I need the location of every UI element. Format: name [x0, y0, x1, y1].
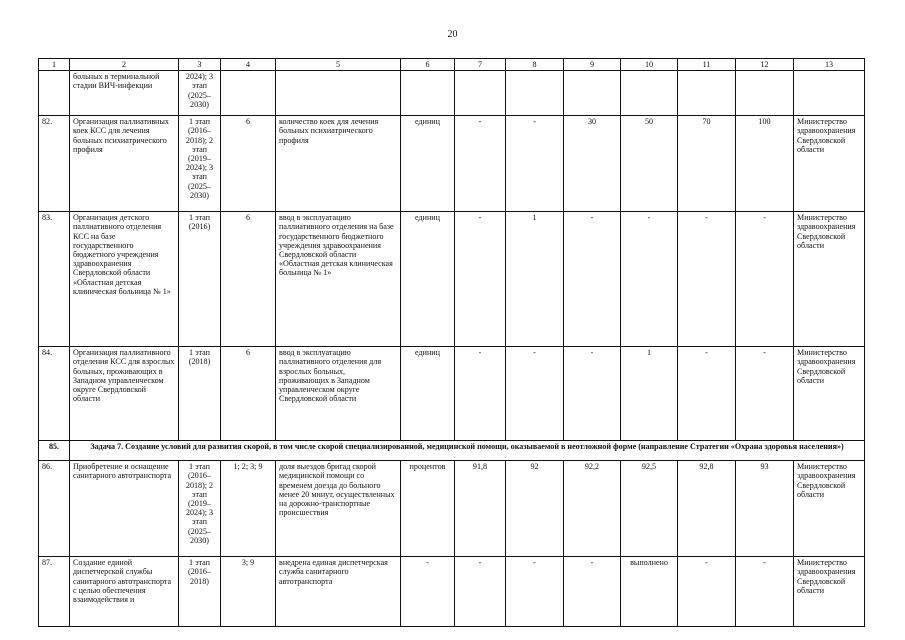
- cell-value: 92,2: [564, 461, 621, 557]
- cell-stage: 1 этап (2018): [179, 347, 221, 441]
- cell-name: Организация детского паллиативного отделения КСС на базе государственного бюджетного учреждения здравоохранения Свердловской области «Областная детская клиническая больница № 1»: [70, 212, 179, 347]
- cell-value: 70: [678, 116, 736, 212]
- cell-executor: Министерство здравоохранения Свердловской области: [794, 212, 865, 347]
- cell-value: -: [564, 212, 621, 347]
- col-header: 4: [221, 59, 276, 71]
- cell-name: Организация паллиативных коек КСС для лечения больных психиатрического профиля: [70, 116, 179, 212]
- cell-value: 1: [621, 347, 678, 441]
- cell-value: 100: [736, 116, 794, 212]
- cell-stage: 1 этап (2016–2018): [179, 557, 221, 627]
- col-header: 11: [678, 59, 736, 71]
- col-header: 12: [736, 59, 794, 71]
- cell-goals: 6: [221, 212, 276, 347]
- cell-unit: единиц: [401, 212, 455, 347]
- cell-goals: 1; 2; 3; 9: [221, 461, 276, 557]
- cell-name: Организация паллиативного отделения КСС для взрослых больных, проживающих в Западном управленческом округе Свердловской области: [70, 347, 179, 441]
- cell-indicator: доля выездов бригад скорой медицинской помощи со временем доезда до больного менее 20 минут, осуществленных на дорожно-транспортные происшествия: [276, 461, 401, 557]
- col-header: 6: [401, 59, 455, 71]
- cell-value: 92: [506, 461, 564, 557]
- cell-value: 50: [621, 116, 678, 212]
- cell-executor: Министерство здравоохранения Свердловской области: [794, 557, 865, 627]
- cell-indicator: ввод в эксплуатацию паллиативного отделения на базе государственного бюджетного учреждения здравоохранения Свердловской области «Областная детская клиническая больница № 1»: [276, 212, 401, 347]
- cell-value: -: [678, 212, 736, 347]
- cell-num: 84.: [39, 347, 70, 441]
- col-header: 9: [564, 59, 621, 71]
- cell-num: 82.: [39, 116, 70, 212]
- col-header: 10: [621, 59, 678, 71]
- cell-num: 83.: [39, 212, 70, 347]
- cell-value: -: [736, 212, 794, 347]
- cell-unit: единиц: [401, 116, 455, 212]
- cell-executor: Министерство здравоохранения Свердловской области: [794, 347, 865, 441]
- cell-value: 91,8: [455, 461, 506, 557]
- table-row: [39, 116, 865, 212]
- cell-value: -: [736, 347, 794, 441]
- table-row: [39, 212, 865, 347]
- cell-name: Приобретение и оснащение санитарного автотранспорта: [70, 461, 179, 557]
- cell-stage: 2024); 3 этап (2025–2030): [179, 71, 221, 116]
- cell-value: 92,8: [678, 461, 736, 557]
- cell-executor: Министерство здравоохранения Свердловской области: [794, 116, 865, 212]
- cell-stage: 1 этап (2016–2018); 2 этап (2019–2024); 3 этап (2025–2030): [179, 461, 221, 557]
- cell-indicator: ввод в эксплуатацию паллиативного отделения для взрослых больных, проживающих в Западном управленческом округе Свердловской области: [276, 347, 401, 441]
- page-number: 20: [447, 29, 458, 40]
- task-row: [39, 441, 865, 461]
- cell-num: 86.: [39, 461, 70, 557]
- cell-num: 85.: [39, 441, 70, 461]
- cell-unit: единиц: [401, 347, 455, 441]
- col-header: 7: [455, 59, 506, 71]
- col-header: 13: [794, 59, 865, 71]
- cell-value: 92,5: [621, 461, 678, 557]
- cell-value: -: [564, 557, 621, 627]
- table-row: [39, 461, 865, 557]
- col-header: 3: [179, 59, 221, 71]
- table-row: [39, 557, 865, 627]
- table-row: [39, 347, 865, 441]
- cell-goals: 6: [221, 347, 276, 441]
- cell-goals: 3; 9: [221, 557, 276, 627]
- cell-value: 1: [506, 212, 564, 347]
- col-header: 5: [276, 59, 401, 71]
- plan-table: [38, 58, 865, 627]
- table-row-continuation: [39, 71, 865, 116]
- cell-value: -: [455, 557, 506, 627]
- cell-name: больных в терминальной стадии ВИЧ-инфекции: [70, 71, 179, 116]
- col-header: 2: [70, 59, 179, 71]
- cell-value: -: [736, 557, 794, 627]
- cell-goals: 6: [221, 116, 276, 212]
- cell-indicator: количество коек для лечения больных психиатрического профиля: [276, 116, 401, 212]
- cell-stage: 1 этап (2016–2018); 2 этап (2019–2024); 3 этап (2025–2030): [179, 116, 221, 212]
- cell-value: -: [506, 347, 564, 441]
- cell-value: -: [455, 212, 506, 347]
- cell-value: -: [455, 347, 506, 441]
- task-heading: Задача 7. Создание условий для развития скорой, в том числе скорой специализированной, медицинской помощи, оказываемой в неотложной форме (направление Стратегии «Охрана здоровья населения»): [70, 441, 865, 461]
- cell-num: 87.: [39, 557, 70, 627]
- cell-value: 93: [736, 461, 794, 557]
- header-row: [39, 59, 865, 71]
- cell-unit: -: [401, 557, 455, 627]
- cell-value: -: [455, 116, 506, 212]
- cell-value: -: [506, 116, 564, 212]
- cell-stage: 1 этап (2016): [179, 212, 221, 347]
- cell-value: -: [506, 557, 564, 627]
- col-header: 1: [39, 59, 70, 71]
- cell-value: -: [678, 347, 736, 441]
- cell-indicator: внедрена единая диспетчерская служба санитарного автотранспорта: [276, 557, 401, 627]
- cell-value: -: [564, 347, 621, 441]
- cell-name: Создание единой диспетчерской службы санитарного автотранспорта с целью обеспечения взаимодействия и: [70, 557, 179, 627]
- cell-value: -: [621, 212, 678, 347]
- cell-unit: процентов: [401, 461, 455, 557]
- cell-executor: Министерство здравоохранения Свердловской области: [794, 461, 865, 557]
- cell-value: -: [678, 557, 736, 627]
- cell-value: выполнено: [621, 557, 678, 627]
- col-header: 8: [506, 59, 564, 71]
- cell-value: 30: [564, 116, 621, 212]
